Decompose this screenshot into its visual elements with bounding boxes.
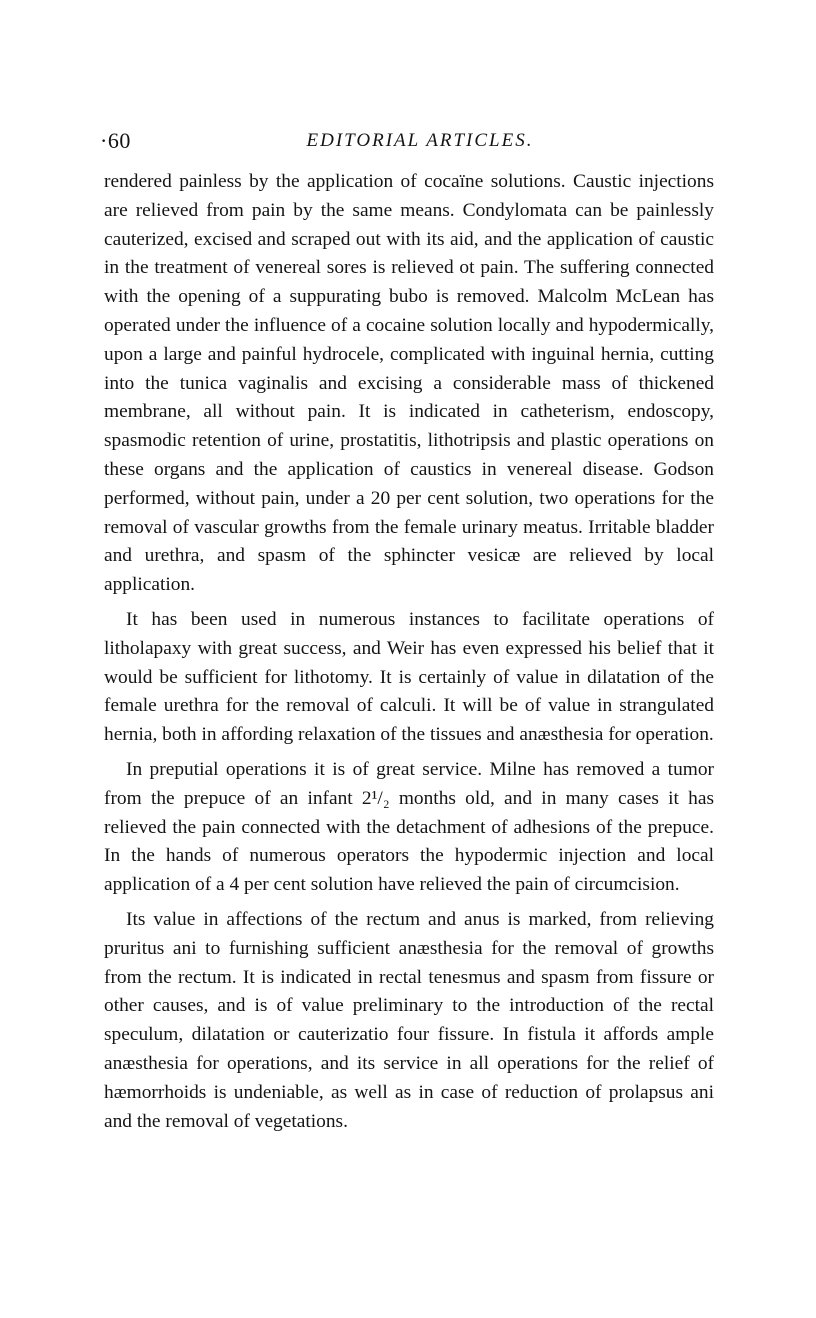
page-number: ·60	[100, 128, 131, 153]
paragraph-preputial: In preputial operations it is of great service. Milne has removed a tumor from the prepuce of an infant 2¹/₂ months old, and in many cases it has relieved the pain connected with the detachment of adhesions of the prepuce. In the hands of numerous operators the hypodermic injection and local application of a 4 per cent solution have relieved the pain of circumcision.	[104, 758, 714, 896]
paragraph-continued: rendered painless by the application of cocaïne solutions. Caustic injections are relieved from pain by the same means. Condylomata can be painlessly cauterized, excised and scraped out with its aid, and the application of caustic in the treatment of venereal sores is relieved ot pain. The suffering connected with the opening of a suppurating bubo is removed. Malcolm McLean has operated under the influence of a cocaine solution locally and hypodermically, upon a large and painful hydrocele, complicated with inguinal hernia, cutting into the tunica vaginalis and excising a considerable mass of thickened membrane, all without pain. It is indicated in catheterism, endoscopy, spasmodic retention of urine, prostatitis, lithotripsis and plastic operations on these organs and the application of caustics in venereal disease. Godson performed, without pain, under a 20 per cent solution, two operations for the removal of vascular growths from the female urinary meatus. Irritable bladder and urethra, and spasm of the sphincter vesicæ are relieved by local application.	[104, 171, 714, 596]
paragraph-litholapaxy: It has been used in numerous instances to facilitate operations of litholapaxy with great success, and Weir has even expressed his belief that it would be sufficient for lithotomy. It is certainly of value in dilatation of the female urethra for the removal of calculi. It will be of value in strangulated hernia, both in affording relaxation of the tissues and anæsthesia for operation.	[104, 608, 714, 746]
page-header	[100, 128, 720, 158]
article-body	[104, 168, 714, 1142]
paragraph-rectum: Its value in affections of the rectum and anus is marked, from relieving pruritus ani to furnishing sufficient anæsthesia for the removal of growths from the rectum. It is indicated in rectal tenesmus and spasm from fissure or other causes, and is of value preliminary to the introduction of the rectal speculum, dilatation or cauterizatio four fissure. In fistula it affords ample anæsthesia for operations, and its service in all operations for the relief of hæmorrhoids is undeniable, as well as in case of reduction of prolapsus ani and the removal of vegetations.	[104, 908, 714, 1132]
running-head: EDITORIAL ARTICLES.	[306, 130, 534, 151]
